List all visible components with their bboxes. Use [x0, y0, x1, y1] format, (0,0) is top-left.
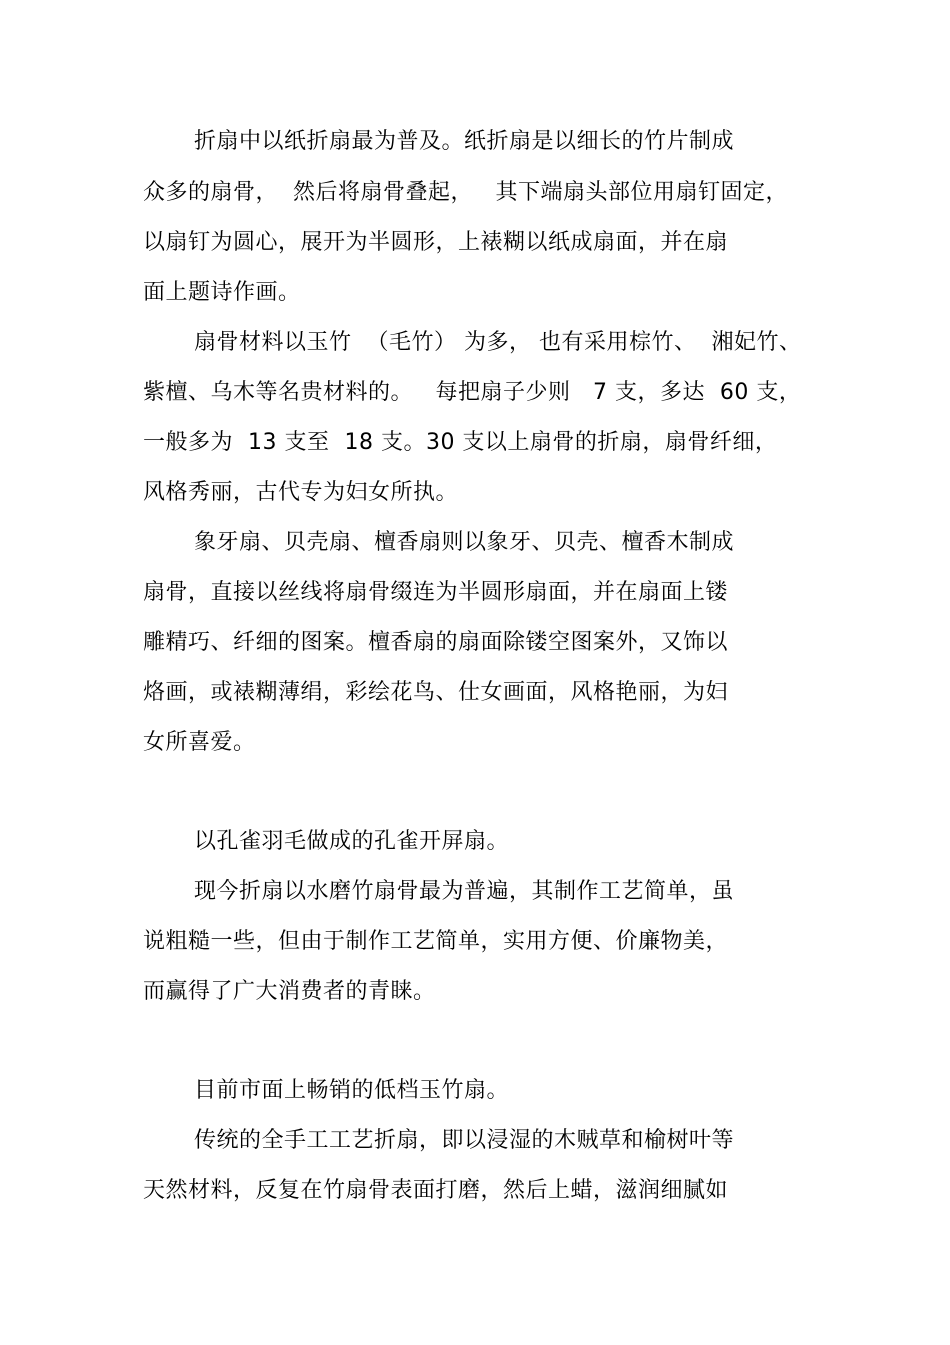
text-line: 以扇钉为圆心，展开为半圆形，上裱糊以纸成扇面，并在扇: [143, 230, 729, 255]
text-line: 面上题诗作画。: [143, 280, 301, 305]
text-line: 现今折扇以水磨竹扇骨最为普遍，其制作工艺简单，虽: [194, 879, 735, 904]
text-line: 众多的扇骨， 然后将扇骨叠起， 其下端扇头部位用扇钉固定，: [143, 180, 788, 205]
text-line: 而赢得了广大消费者的青睐。: [143, 979, 436, 1004]
text-line: 扇骨，直接以丝线将扇骨缀连为半圆形扇面，并在扇面上镂: [143, 580, 729, 605]
text-line: 烙画，或裱糊薄绢，彩绘花鸟、仕女画面，风格艳丽，为妇: [143, 680, 729, 705]
text-line: 扇骨材料以玉竹 （毛竹） 为多， 也有采用棕竹、 湘妃竹、: [194, 330, 802, 355]
text-line: 天然材料，反复在竹扇骨表面打磨，然后上蜡，滋润细腻如: [143, 1178, 729, 1203]
text-line: 目前市面上畅销的低档玉竹扇。: [194, 1078, 510, 1103]
text-line: 说粗糙一些，但由于制作工艺简单，实用方便、价廉物美，: [143, 929, 729, 954]
text-line: 女所喜爱。: [143, 730, 256, 755]
text-line: 紫檀、乌木等名贵材料的。 每把扇子少则 7 支，多达 60 支，: [143, 380, 802, 405]
text-line: 雕精巧、纤细的图案。檀香扇的扇面除镂空图案外，又饰以: [143, 630, 729, 655]
text-line: 折扇中以纸折扇最为普及。纸折扇是以细长的竹片制成: [194, 129, 735, 154]
text-line: 以孔雀羽毛做成的孔雀开屏扇。: [194, 829, 510, 854]
text-line: 传统的全手工工艺折扇，即以浸湿的木贼草和榆树叶等: [194, 1128, 735, 1153]
text-line: 象牙扇、贝壳扇、檀香扇则以象牙、贝壳、檀香木制成: [194, 530, 735, 555]
text-line: 一般多为 13 支至 18 支。30 支以上扇骨的折扇，扇骨纤细，: [143, 430, 778, 455]
text-line: 风格秀丽，古代专为妇女所执。: [143, 480, 459, 505]
